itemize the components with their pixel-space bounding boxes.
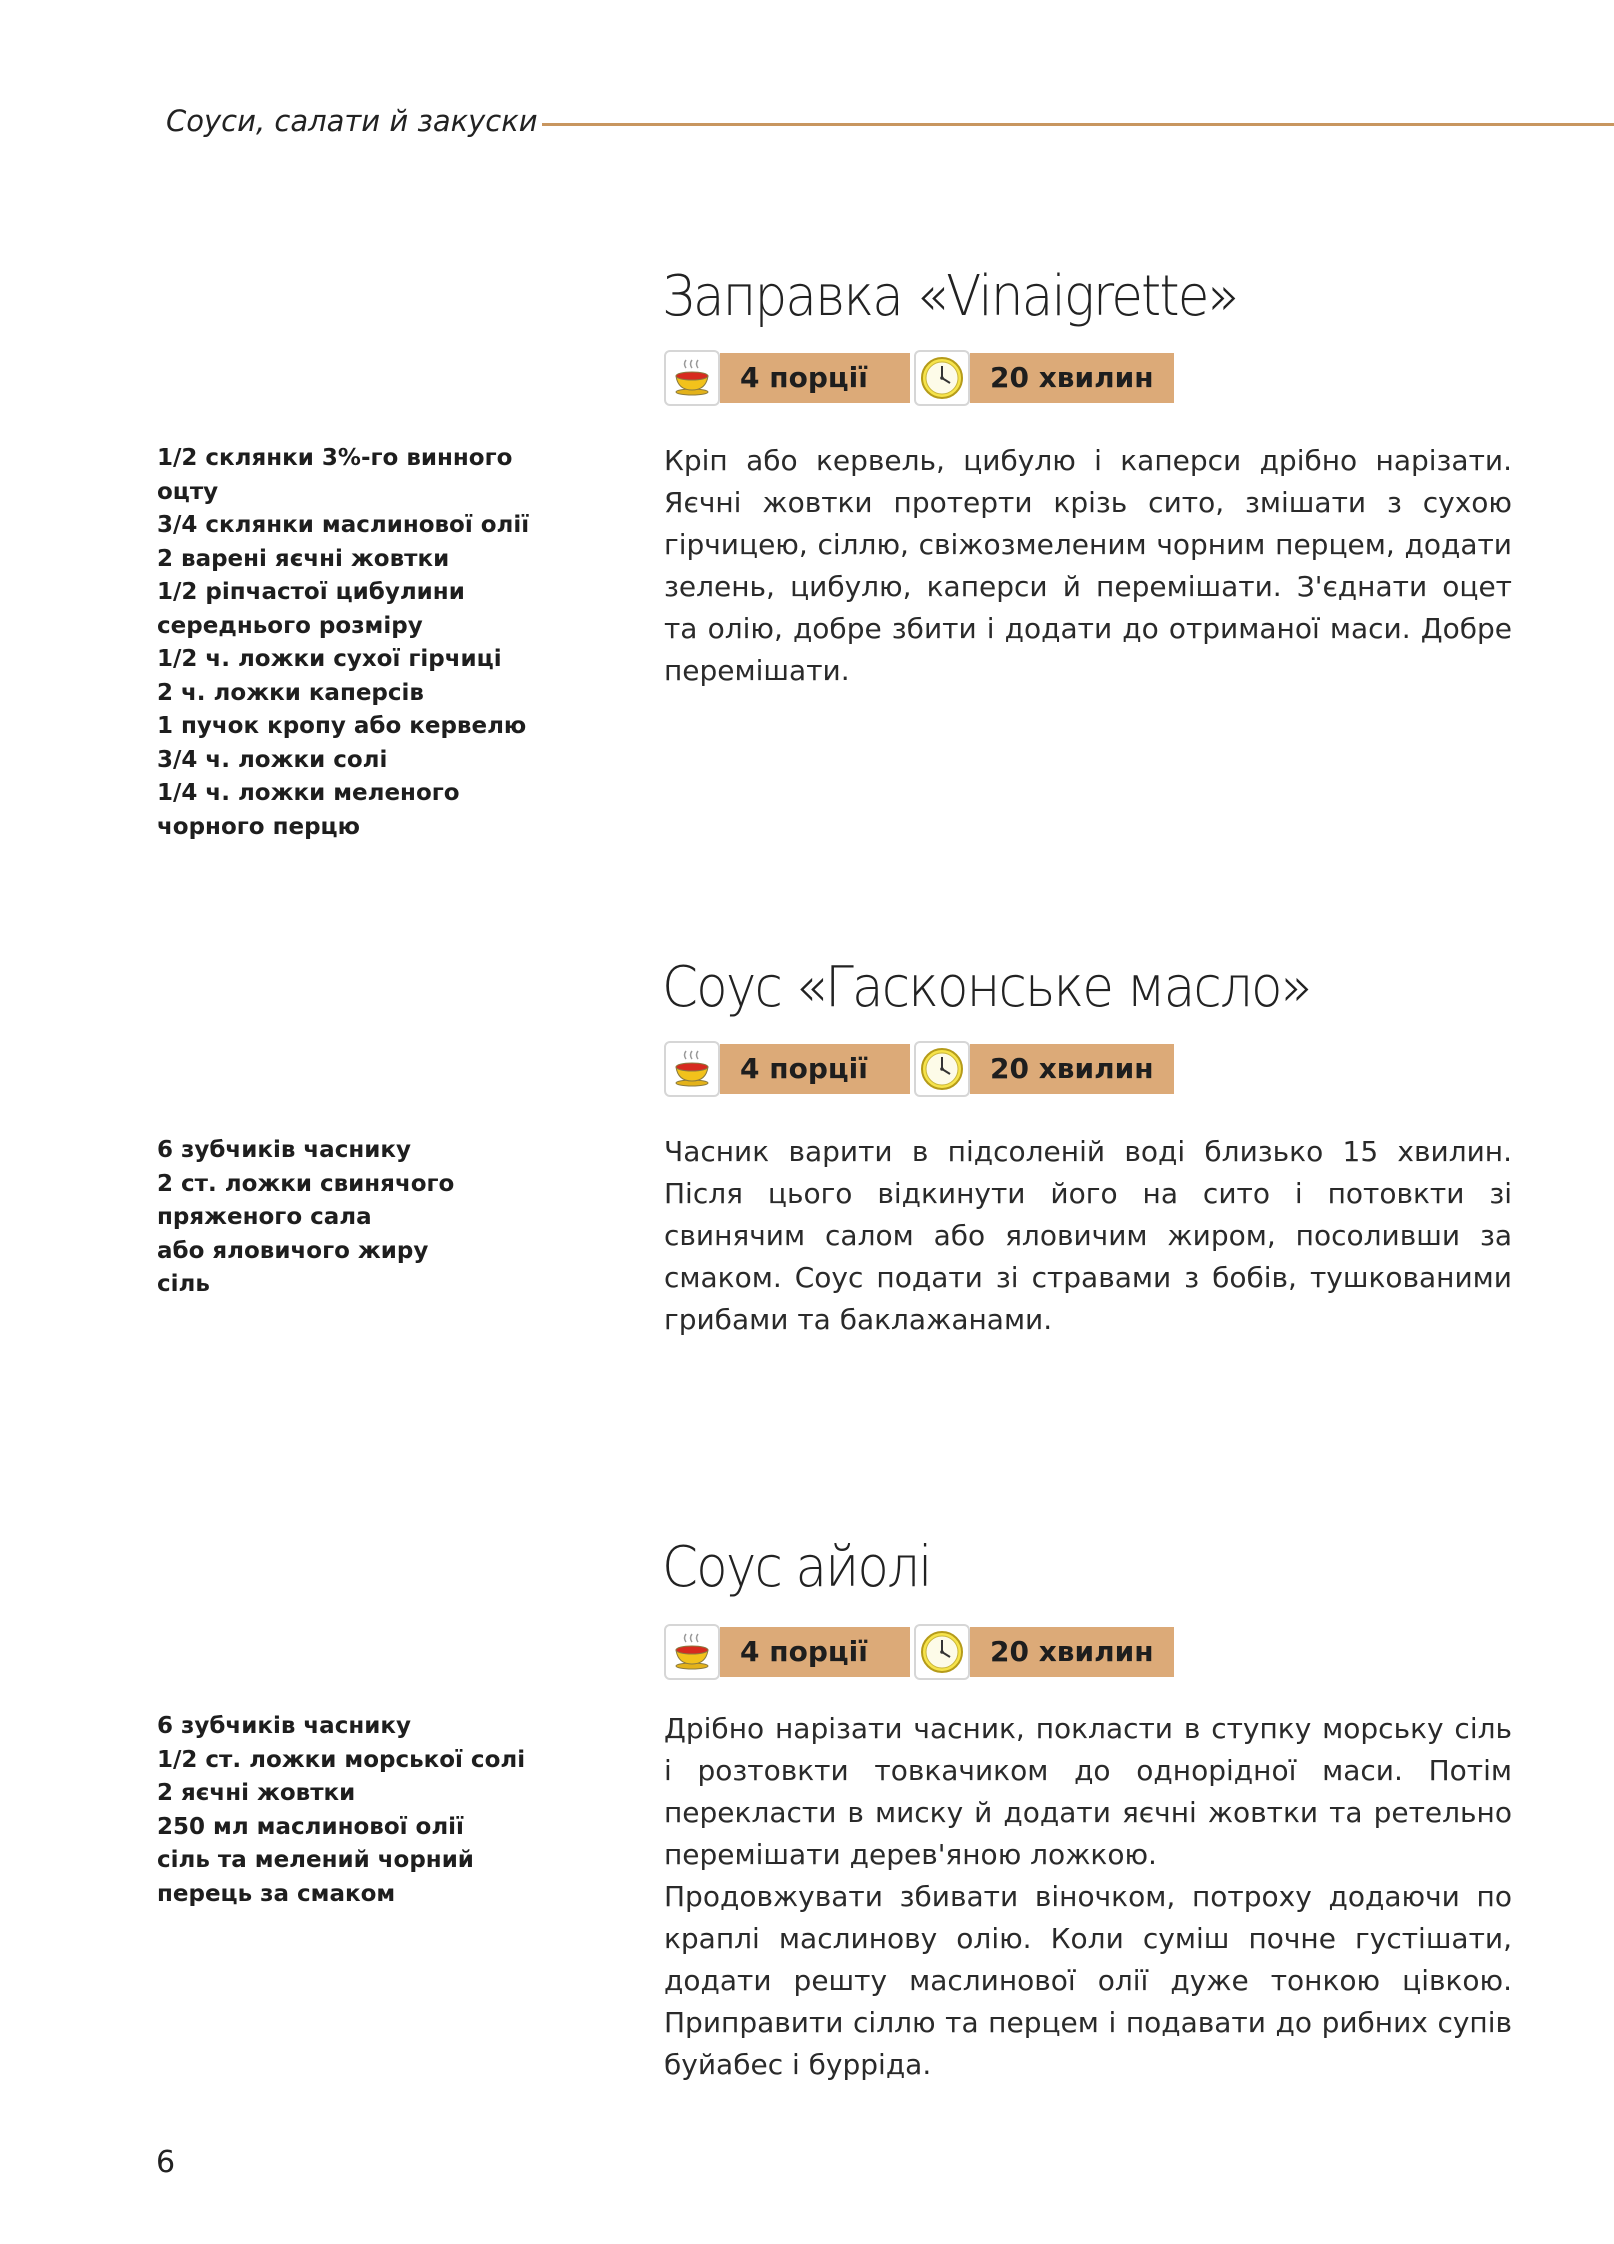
- ingredient-item: 1/2 ріпчастої цибулини: [157, 579, 465, 605]
- clock-icon: [914, 1041, 970, 1097]
- ingredient-item: сіль та мелений чорний: [157, 1847, 474, 1873]
- instructions: [664, 1708, 1512, 2086]
- ingredient-item: 1 пучок кропу або кервелю: [157, 713, 527, 739]
- ingredient-item: або яловичого жиру: [157, 1237, 429, 1264]
- ingredient-item: 1/4 ч. ложки меленого: [157, 780, 460, 806]
- ingredient-item: 2 ч. ложки каперсів: [157, 679, 424, 706]
- ingredients-list: [157, 442, 529, 844]
- ingredient-item: 6 зубчиків часнику: [157, 1713, 411, 1739]
- recipe-badges: [664, 1624, 1178, 1680]
- instruction-paragraph: Кріп або кервель, цибулю і каперси дрібно нарізати. Яєчні жовтки протерти крізь сито, змішати з сухою гірчицею, сіллю, свіжозмеленим чорним перцем, додати зелень, цибулю, каперси й перемішати. З'єднати оцет та олію, добре збити і додати до отриманої маси. Добре перемішати.: [664, 444, 1512, 687]
- servings-label: 4 порції: [720, 353, 910, 403]
- instructions: [664, 440, 1512, 692]
- time-badge: [914, 1041, 1174, 1097]
- ingredient-item: 6 зубчиків часнику: [157, 1137, 411, 1163]
- instruction-paragraph: Дрібно нарізати часник, покласти в ступку морську сіль і розтовкти товкачиком до однорідної маси. Потім перекласти в миску й додати яєчні жовтки та ретельно перемішати дерев'яною ложкою.: [664, 1712, 1512, 1871]
- soup-bowl-icon: [664, 1624, 720, 1680]
- ingredient-item: 250 мл маслинової олії: [157, 1813, 464, 1840]
- ingredients-list: [157, 1134, 454, 1302]
- clock-icon: [914, 1624, 970, 1680]
- instruction-paragraph: Продовжувати збивати віночком, потроху додаючи по краплі маслинову олію. Коли суміш почне густішати, додати решту маслинової олії дуже тонкою цівкою. Приправити сіллю та перцем і подавати до рибних супів буйабес і бурріда.: [664, 1880, 1512, 2081]
- servings-badge: [664, 1041, 910, 1097]
- section-title: Соуси, салати й закуски: [166, 104, 538, 138]
- ingredient-item: 3/4 ч. ложки солі: [157, 746, 388, 773]
- time-label: 20 хвилин: [970, 1627, 1174, 1677]
- servings-label: 4 порції: [720, 1627, 910, 1677]
- ingredient-item: 1/2 ст. ложки морської солі: [157, 1746, 526, 1773]
- servings-badge: [664, 350, 910, 406]
- recipe-title: Соус айолі: [662, 1535, 931, 1600]
- ingredient-item: сіль: [157, 1271, 210, 1297]
- ingredient-item: 2 варені яєчні жовтки: [157, 545, 450, 572]
- recipe-title: Заправка «Vinaigrette»: [662, 264, 1238, 329]
- ingredient-item: чорного перцю: [157, 813, 360, 840]
- ingredient-item: пряженого сала: [157, 1204, 372, 1230]
- time-badge: [914, 350, 1174, 406]
- ingredient-item: 1/2 склянки 3%-го винного: [157, 445, 513, 471]
- header-divider: [542, 123, 1614, 126]
- soup-bowl-icon: [664, 1041, 720, 1097]
- instructions: [664, 1131, 1512, 1341]
- ingredient-item: перець за смаком: [157, 1880, 396, 1907]
- clock-icon: [914, 350, 970, 406]
- ingredient-item: 3/4 склянки маслинової олії: [157, 512, 530, 538]
- ingredient-item: оцту: [157, 478, 219, 505]
- instruction-paragraph: Часник варити в підсоленій воді близько 15 хвилин. Після цього відкинути його на сито і потовкти зі свинячим салом або яловичим жиром, посоливши за смаком. Соус подати зі стравами з бобів, тушкованими грибами та баклажанами.: [664, 1135, 1512, 1336]
- servings-label: 4 порції: [720, 1044, 910, 1094]
- servings-badge: [664, 1624, 910, 1680]
- ingredient-item: середнього розміру: [157, 612, 423, 639]
- time-label: 20 хвилин: [970, 353, 1174, 403]
- recipe-title: Соус «Гасконське масло»: [662, 955, 1311, 1020]
- ingredients-list: [157, 1710, 525, 1911]
- time-badge: [914, 1624, 1174, 1680]
- soup-bowl-icon: [664, 350, 720, 406]
- time-label: 20 хвилин: [970, 1044, 1174, 1094]
- ingredient-item: 2 яєчні жовтки: [157, 1780, 356, 1806]
- recipe-badges: [664, 1041, 1178, 1097]
- page-number: 6: [156, 2145, 176, 2180]
- recipe-badges: [664, 350, 1178, 406]
- ingredient-item: 2 ст. ложки свинячого: [157, 1170, 455, 1197]
- ingredient-item: 1/2 ч. ложки сухої гірчиці: [157, 646, 502, 672]
